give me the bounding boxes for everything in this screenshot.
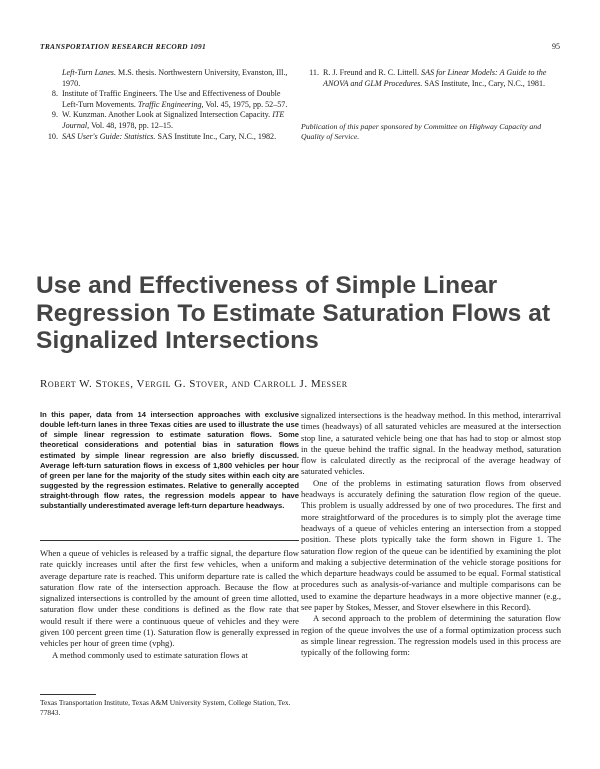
publication-note: Publication of this paper sponsored by Committee on Highway Capacity and Quality of Service.: [301, 122, 542, 142]
reference-item: 10. SAS User's Guide: Statistics. SAS Institute Inc., Cary, N.C., 1982.: [47, 131, 277, 141]
paragraph: When a queue of vehicles is released by a traffic signal, the departure flow rate quickly increases until after the first few vehicles, when a uniform average departure rate is reached. This uniform departure rate is called the saturation flow rate of the intersection approach. Because the flow at signalized intersections is controlled by the amount of green time allotted, saturation flow under these conditions is defined as the flow rate that would result if there were a continuous queue of vehicles and they were given 100 percent green time (1). Saturation flow is generally expressed in vehicles per hour of green time (vphg).: [40, 548, 299, 649]
reference-item: 9. W. Kunzman. Another Look at Signalized Intersection Capacity. ITE Journal, Vol. 48, 1978, pp. 12–15.: [51, 110, 285, 130]
abstract-divider: [40, 540, 299, 541]
reference-item: Left-Turn Lanes. M.S. thesis. Northwestern University, Evanston, Ill., 1970.: [62, 68, 288, 88]
footnote-divider: [40, 694, 96, 695]
author-affiliation-footnote: Texas Transportation Institute, Texas A&M University System, College Station, Tex. 77843.: [40, 698, 291, 717]
reference-item: 8. Institute of Traffic Engineers. The Use and Effectiveness of Double Left-Turn Movements. Traffic Engineering, Vol. 45, 1975, pp. 52–57.: [51, 89, 288, 109]
paragraph: One of the problems in estimating saturation flows from observed headways is accurately defining the saturation flow region of the queue. This problem is usually addressed by one of two procedures. The first and more straightforward of the procedures is to simply plot the average time headways of a queue of vehicles entering an intersection from a stopped position. These plots typically take the form shown in Figure 1. The saturation flow region of the queue can be identified by examining the plot and making a subjective determination of the vehicle storage positions for which departure headways could be assumed to be equal. Formal statistical procedures such as analysis-of-variance and multiple comparisons can be used to examine the departure headways in a more objective manner (e.g., see paper by Stokes, Messer, and Stover elsewhere in this Record).: [301, 477, 561, 613]
reference-item: 11. R. J. Freund and R. C. Littell. SAS for Linear Models: A Guide to the ANOVA and GLM Procedures. SAS Institute, Inc., Cary, N.C., 1981.: [309, 68, 547, 88]
paragraph: signalized intersections is the headway method. In this method, interarrival times (headways) of all saturated vehicles are measured at the intersection stop line, a saturated vehicle being one that has had to stop or almost stop in the queue behind the traffic signal. In the headway method, saturation flow is calculated directly as the reciprocal of the average headway of saturated vehicles.: [301, 410, 561, 477]
journal-name: TRANSPORTATION RESEARCH RECORD 1091: [40, 42, 206, 51]
running-header: [40, 42, 560, 56]
paragraph: A second approach to the problem of determining the saturation flow region of the queue involves the use of a formal optimization process such as simple linear regression. The regression models used in this process are typically of the following form:: [301, 613, 561, 658]
page-number: 95: [552, 42, 560, 51]
paper-title: Use and Effectiveness of Simple Linear Regression To Estimate Saturation Flows at Signalized Intersections: [36, 272, 551, 354]
paragraph: A method commonly used to estimate saturation flows at: [52, 649, 248, 660]
body-right-column: [301, 410, 561, 659]
abstract: In this paper, data from 14 intersection approaches with exclusive double left-turn lanes in three Texas cities are used to illustrate the use of simple linear regression to estimate saturation flows. Some theoretical considerations and potential bias in saturation flows estimated by simple linear regression are also briefly discussed. Average left-turn saturation flows in excess of 1,800 vehicles per hour of green per lane for the majority of the study sites within each city are suggested by the regression estimates. Relative to generally accepted straight-through flow rates, the regression models appear to have substantially underestimated average left-turn departure headways.: [40, 410, 299, 511]
references-right-column: [301, 68, 561, 89]
authors: Robert W. Stokes, Vergil G. Stover, and Carroll J. Messer: [40, 378, 348, 390]
references-left-column: [40, 68, 298, 142]
body-left-column: [40, 548, 299, 661]
